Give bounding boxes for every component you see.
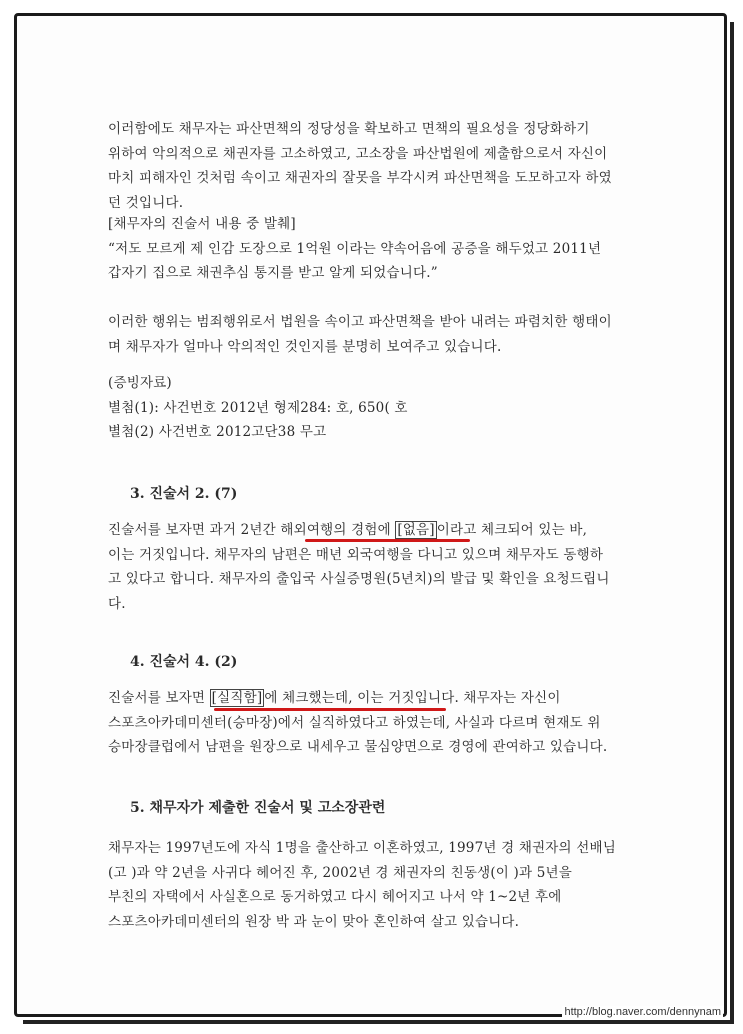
evidence-title: (증빙자료) — [108, 375, 172, 391]
red-underline — [305, 539, 470, 542]
section-3-heading: 3. 진술서 2. (7) — [130, 486, 238, 502]
evidence-item: 별첨(1): 사건번호 2012년 형제284: 호, 650( 호 — [108, 399, 408, 416]
section-5-line: 스포츠아카데미센터의 원장 박 과 눈이 맞아 혼인하여 살고 있습니다. — [108, 913, 520, 930]
red-underline — [214, 708, 446, 711]
intro-paragraph — [108, 117, 648, 215]
crime-line: 이러한 행위는 범죄행위로서 법원을 속이고 파산면책을 받아 내려는 파렴치한 행태이 — [108, 314, 612, 330]
section-3-body — [108, 518, 648, 616]
section-4-body — [108, 686, 648, 760]
section-4-line: 스포츠아카데미센터(승마장)에서 실직하였다고 하였는데, 사실과 다르며 현재도 위 — [108, 714, 601, 731]
intro-line: 이러함에도 채무자는 파산면책의 정당성을 확보하고 면책의 필요성을 정당화하기 — [108, 121, 590, 137]
evidence-block — [108, 371, 648, 445]
section-5-line: 채무자는 1997년도에 자식 1명을 출산하고 이혼하였고, 1997년 경 채권자의 선배님 — [108, 840, 617, 856]
section-3-line: 이는 거짓입니다. 채무자의 남편은 매년 외국여행을 다니고 있으며 채무자도 동행하 — [108, 546, 604, 563]
section-5-line: (고 )과 약 2년을 사귀다 헤어진 후, 2002년 경 채권자의 친동생(이 )과 5년을 — [108, 864, 573, 881]
intro-line: 위하여 악의적으로 채권자를 고소하였고, 고소장을 파산법원에 제출함으로서 자신이 — [108, 145, 608, 162]
section-4-heading: 4. 진술서 4. (2) — [130, 654, 238, 670]
crime-line: 며 채무자가 얼마나 악의적인 것인지를 분명히 보여주고 있습니다. — [108, 338, 502, 355]
excerpt-block — [108, 212, 648, 286]
excerpt-header: [채무자의 진술서 내용 중 발췌] — [108, 216, 296, 232]
checkbox-answer: [없음] — [397, 522, 435, 538]
excerpt-line: 갑자기 집으로 채권추심 통지를 받고 알게 되었습니다.” — [108, 265, 438, 281]
evidence-item: 별첨(2) 사건번호 2012고단38 무고 — [108, 424, 327, 440]
checkbox-answer: [실직함] — [211, 690, 263, 706]
section-3-line: 다. — [108, 595, 126, 612]
section-5-body — [108, 836, 648, 934]
section-4-line: 승마장클럽에서 남편을 원장으로 내세우고 물심양면으로 경영에 관여하고 있습니다. — [108, 739, 608, 755]
blog-watermark: http://blog.naver.com/dennynam — [564, 1006, 721, 1018]
text-run: 진술서를 보자면 과거 2년간 해외여행의 경험에 — [108, 522, 396, 538]
section-4-line — [108, 686, 648, 711]
text-run: 진술서를 보자면 — [108, 690, 210, 706]
text-run: 이라고 체크되어 있는 바, — [436, 522, 588, 538]
text-run: 에 체크했는데, 이는 거짓입니다. 채무자는 자신이 — [264, 690, 561, 706]
intro-line: 마치 피해자인 것처럼 속이고 채권자의 잘못을 부각시켜 파산면책을 도모하고자 하였 — [108, 170, 612, 186]
section-3-line: 고 있다고 합니다. 채무자의 출입국 사실증명원(5년치)의 발급 및 확인을 요청드립니 — [108, 571, 610, 587]
excerpt-line: “저도 모르게 제 인감 도장으로 1억원 이라는 약속어음에 공증을 해두었고 2011년 — [108, 240, 602, 257]
intro-line: 던 것입니다. — [108, 194, 184, 211]
section-5-heading: 5. 채무자가 제출한 진술서 및 고소장관련 — [130, 800, 386, 816]
crime-paragraph — [108, 310, 648, 359]
section-5-line: 부친의 자택에서 사실혼으로 동거하였고 다시 헤어지고 나서 약 1~2년 후에 — [108, 889, 562, 905]
